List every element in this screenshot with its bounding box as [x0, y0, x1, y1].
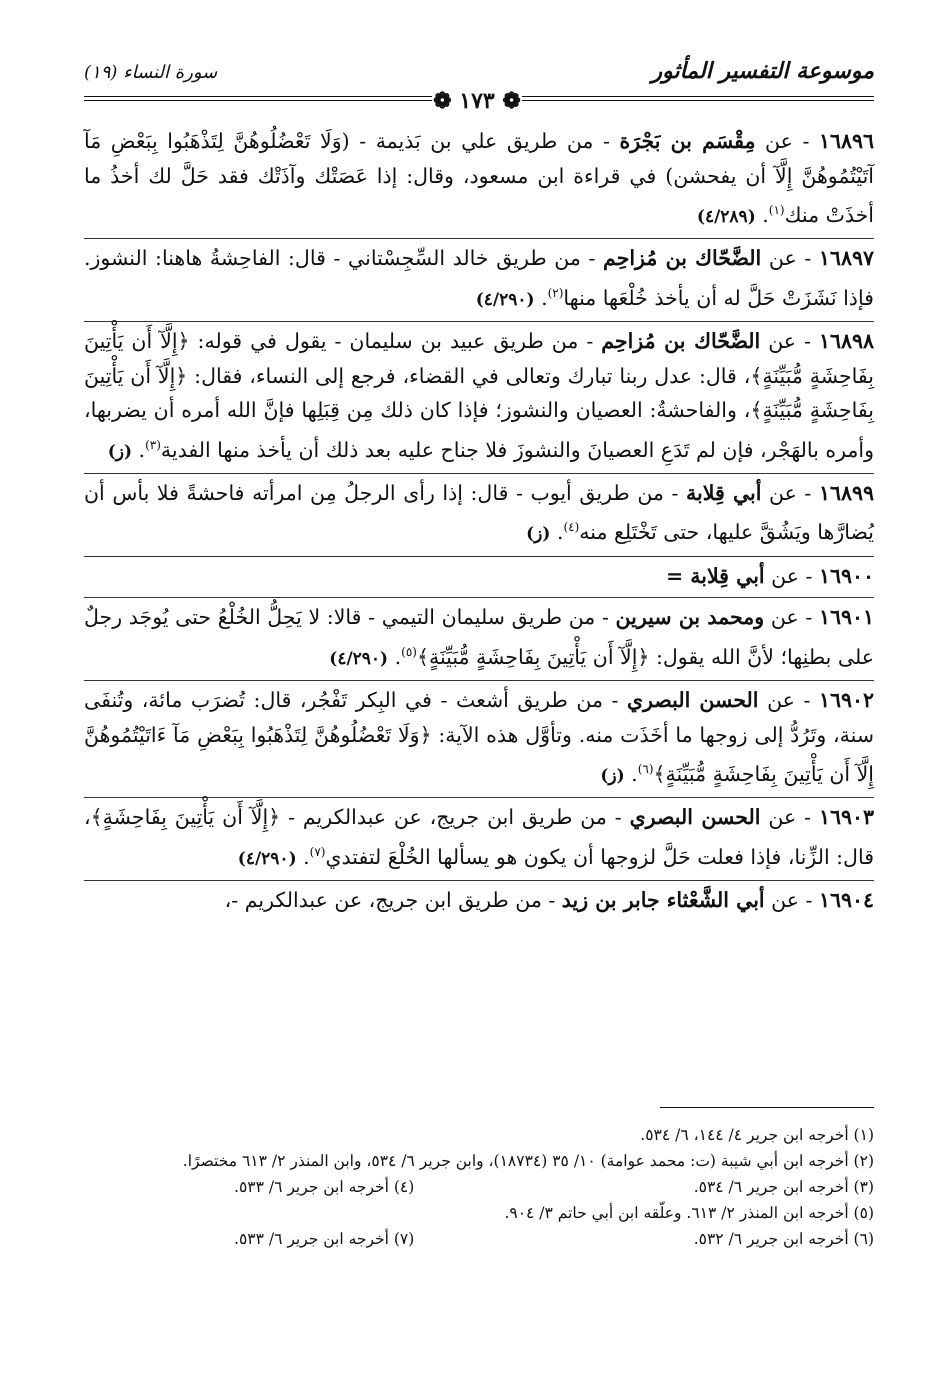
entry-text: من طريق أشعث - في البِكر تَفْجُر، قال: تُضرَب مائة، وتُنفَى سنة، وتَرُدُّ إلى زوجها ما أخَذَت منه. وتأوَّل هذه الآية: ﴿وَلَا تَعْضُلُوهُنَّ لِتَذْهَبُوا بِبَعْضِ مَآ ءَاتَيْتُمُوهُنَّ إِلَّآ أَن يَأْتِينَ بِفَاحِشَةٍ مُّبَيِّنَةٍ﴾ — [84, 688, 874, 786]
hadith-entry: ١٦٩٠٠ - عن أبي قِلابة = — [84, 557, 874, 599]
hadith-entry: ١٦٩٠١ - عن ومحمد بن سيرين - من طريق سليمان التيمي - قالا: لا يَحِلُّ الخُلْعُ حتى يُوجَد رجلٌ على بطنِها؛ لأنَّ الله يقول: ﴿إِلَّآ أَن يَأْتِينَ بِفَاحِشَةٍ مُّبَيِّنَةٍ﴾$^{(٥)}$. (٤/٢٩٠) — [84, 598, 874, 681]
volume-ref: (٤/٢٩٠) — [329, 648, 389, 669]
footnote-marker: (٢) — [547, 285, 564, 300]
footnote: (٤) أخرجه ابن جرير ٦/ ٥٣٣. — [234, 1178, 415, 1196]
surah-label: سورة النساء (١٩) — [84, 62, 218, 83]
page-header — [84, 58, 874, 90]
hadith-entry: ١٦٩٠٣ - عن الحسن البصري - من طريق ابن جريج، عن عبدالكريم - ﴿إِلَّآ أَن يَأْتِينَ بِفَاحِشَةٍ﴾، قال: الزِّنا، فإذا فعلت حَلَّ لزوجها أن يكون هو يسألها الخُلْعَ لتفتدي$^{(٧)}$. (٤/٢٩٠) — [84, 798, 874, 881]
footnote: (٣) أخرجه ابن جرير ٦/ ٥٣٤. — [693, 1178, 874, 1196]
entry-text: من طريق عبيد بن سليمان - يقول في قوله: ﴿إِلَّآ أَن يَأْتِينَ بِفَاحِشَةٍ مُّبَيِّنَةٍ﴾، قال: عدل ربنا تبارك وتعالى في القضاء، فرجع إلى النساء، فقال: ﴿إِلَّآ أَن يَأْتِينَ بِفَاحِشَةٍ مُّبَيِّنَةٍ﴾، والفاحشةُ: العصيان والنشوز؛ فإذا كان ذلك مِن قِبَلِها فإنَّ الله أمره أن يضربها، وأمره بالهَجْر، فإن لم تَدَعِ العصيانَ والنشوزَ فلا جناح عليه بعد ذلك أن يأخذ منها الفدية — [84, 329, 874, 462]
entry-number: ١٦٩٠٣ — [818, 805, 874, 830]
narrator-name: أبي قِلابة = — [665, 563, 765, 588]
footnote: (٧) أخرجه ابن جرير ٦/ ٥٣٣. — [234, 1230, 415, 1248]
hadith-entry: ١٦٩٠٢ - عن الحسن البصري - من طريق أشعث - في البِكر تَفْجُر، قال: تُضرَب مائة، وتُنفَى سنة، وتَرُدُّ إلى زوجها ما أخَذَت منه. وتأوَّل هذه الآية: ﴿وَلَا تَعْضُلُوهُنَّ لِتَذْهَبُوا بِبَعْضِ مَآ ءَاتَيْتُمُوهُنَّ إِلَّآ أَن يَأْتِينَ بِفَاحِشَةٍ مُّبَيِّنَةٍ﴾$^{(٦)}$. (ز) — [84, 681, 874, 798]
volume-ref: (٤/٢٩٠) — [237, 848, 297, 869]
entry-number: ١٦٨٩٧ — [818, 246, 874, 271]
narrator-name: الضَّحّاك بن مُزاحِم — [603, 246, 762, 271]
narrator-name: الضَّحّاك بن مُزاحِم — [601, 329, 761, 354]
entry-text: من طريق سليمان التيمي - قالا: لا يَحِلُّ الخُلْعُ حتى يُوجَد رجلٌ على بطنِها؛ لأنَّ الله يقول: ﴿إِلَّآ أَن يَأْتِينَ بِفَاحِشَةٍ مُّبَيِّنَةٍ﴾ — [84, 605, 874, 669]
footnote-rule — [660, 1107, 874, 1108]
footnote-row — [234, 1174, 874, 1200]
entry-text: من طريق ابن جريج، عن عبدالكريم -، — [224, 888, 542, 913]
volume-ref: (٤/٢٩٠) — [475, 289, 535, 310]
entry-number: ١٦٨٩٦ — [818, 129, 875, 153]
footnote-marker: (٣) — [145, 437, 161, 452]
entry-text: من طريق ابن جريج، عن عبدالكريم - ﴿إِلَّآ أَن يَأْتِينَ بِفَاحِشَةٍ﴾، قال: الزِّنا، فإذا فعلت حَلَّ لزوجها أن يكون هو يسألها الخُلْعَ لتفتدي — [84, 805, 874, 869]
hadith-entry: ١٦٨٩٩ - عن أبي قِلابة - من طريق أيوب - قال: إذا رأى الرجلُ مِن امرأته فاحشةً فلا بأس أن يُضارَّها ويَشُقَّ عليها، حتى تَخْتَلِع منه$^{(٤)}$. (ز) — [84, 474, 874, 557]
volume-ref: (٤/٢٨٩) — [696, 206, 756, 227]
page-number: ❁ ١٧٣ ❁ — [433, 88, 521, 114]
footnote: (٥) أخرجه ابن المنذر ٢/ ٦١٣. وعلّقه ابن أبي حاتم ٣/ ٩٠٤. — [504, 1204, 874, 1222]
entry-text: من طريق خالد السِّجِسْتاني - قال: الفاحِشةُ هاهنا: النشوز. فإذا نَشَزَتْ حَلَّ له أن يأخذ خُلْعَها منها — [84, 246, 874, 310]
footnote-marker: (٤) — [563, 520, 580, 535]
footnote: (١) أخرجه ابن جرير ٤/ ١٤٤، ٦/ ٥٣٤. — [640, 1126, 874, 1144]
volume-ref: (ز) — [107, 441, 133, 462]
entry-number: ١٦٨٩٩ — [818, 480, 874, 505]
hadith-entry: ١٦٨٩٨ - عن الضَّحّاك بن مُزاحِم - من طريق عبيد بن سليمان - يقول في قوله: ﴿إِلَّآ أَن يَأْتِينَ بِفَاحِشَةٍ مُّبَيِّنَةٍ﴾، قال: عدل ربنا تبارك وتعالى في القضاء، فرجع إلى النساء، فقال: ﴿إِلَّآ أَن يَأْتِينَ بِفَاحِشَةٍ مُّبَيِّنَةٍ﴾، والفاحشةُ: العصيان والنشوز؛ فإذا كان ذلك مِن قِبَلِها فإنَّ الله أمره أن يضربها، وأمره بالهَجْر، فإن لم تَدَعِ العصيانَ والنشوزَ فلا جناح عليه بعد ذلك أن يأخذ منها الفدية$^{(٣)}$. (ز) — [84, 322, 874, 474]
footnote-marker: (١) — [768, 203, 785, 217]
narrator-name: ومحمد بن سيرين — [615, 605, 765, 630]
entry-number: ١٦٩٠٤ — [818, 888, 874, 913]
footnote-marker: (٧) — [309, 844, 326, 859]
entry-text: من طريق علي بن بَذيمة - (وَلَا تَعْضُلُوهُنَّ لِتَذْهَبُوا بِبَعْضِ مَآ آتَيْتُمُوهُنَّ إِلَّآ أن يفحشن) في قراءة ابن مسعود، وقال: إذا عَصَتْك وآذَتْك فقد حَلَّ لك أخذُ ما أخذَتْ منك — [84, 129, 874, 227]
narrator-name: أبي قِلابة — [686, 480, 762, 505]
narrator-name: مِقْسَم بن بَجْرَة — [619, 129, 756, 153]
footnote: (٢) أخرجه ابن أبي شيبة (ت: محمد عوامة) ١٠/ ٣٥ (١٨٧٣٤)، وابن جرير ٦/ ٥٣٤، وابن المنذر ٢/ ٦١٣ مختصرًا. — [182, 1152, 874, 1170]
footnote-marker: (٥) — [401, 644, 417, 659]
narrator-name: الحسن البصري — [629, 805, 761, 830]
entries-list — [84, 122, 874, 922]
footnote: (٦) أخرجه ابن جرير ٦/ ٥٣٢. — [693, 1230, 874, 1248]
footnote-marker: (٦) — [637, 762, 654, 777]
entry-number: ١٦٩٠٠ — [818, 563, 874, 588]
entry-text: من طريق أيوب - قال: إذا رأى الرجلُ مِن امرأته فاحشةً فلا بأس أن يُضارَّها ويَشُقَّ عليها، حتى تَخْتَلِع منه — [84, 480, 874, 545]
hadith-entry: ١٦٨٩٦ - عن مِقْسَم بن بَجْرَة - من طريق علي بن بَذيمة - (وَلَا تَعْضُلُوهُنَّ لِتَذْهَبُوا بِبَعْضِ مَآ آتَيْتُمُوهُنَّ إِلَّآ أن يفحشن) في قراءة ابن مسعود، وقال: إذا عَصَتْك وآذَتْك فقد حَلَّ لك أخذُ ما أخذَتْ منك$^{(١)}$. (٤/٢٨٩) — [84, 122, 874, 239]
narrator-name: أبي الشَّعْثاء جابر بن زيد — [561, 888, 765, 913]
entry-number: ١٦٨٩٨ — [818, 329, 874, 354]
hadith-entry: ١٦٩٠٤ - عن أبي الشَّعْثاء جابر بن زيد - من طريق ابن جريج، عن عبدالكريم -، — [224, 888, 874, 913]
entry-number: ١٦٩٠٢ — [818, 688, 874, 713]
volume-ref: (ز) — [526, 524, 551, 545]
footnote-row — [234, 1226, 874, 1252]
volume-ref: (ز) — [600, 765, 625, 786]
hadith-entry: ١٦٨٩٧ - عن الضَّحّاك بن مُزاحِم - من طريق خالد السِّجِسْتاني - قال: الفاحِشةُ هاهنا: النشوز. فإذا نَشَزَتْ حَلَّ له أن يأخذ خُلْعَها منها$^{(٢)}$. (٤/٢٩٠) — [84, 239, 874, 322]
footnotes — [84, 1122, 874, 1252]
narrator-name: الحسن البصري — [627, 688, 759, 713]
book-title: موسوعة التفسير المأثور — [651, 58, 874, 84]
entry-number: ١٦٩٠١ — [818, 605, 874, 630]
